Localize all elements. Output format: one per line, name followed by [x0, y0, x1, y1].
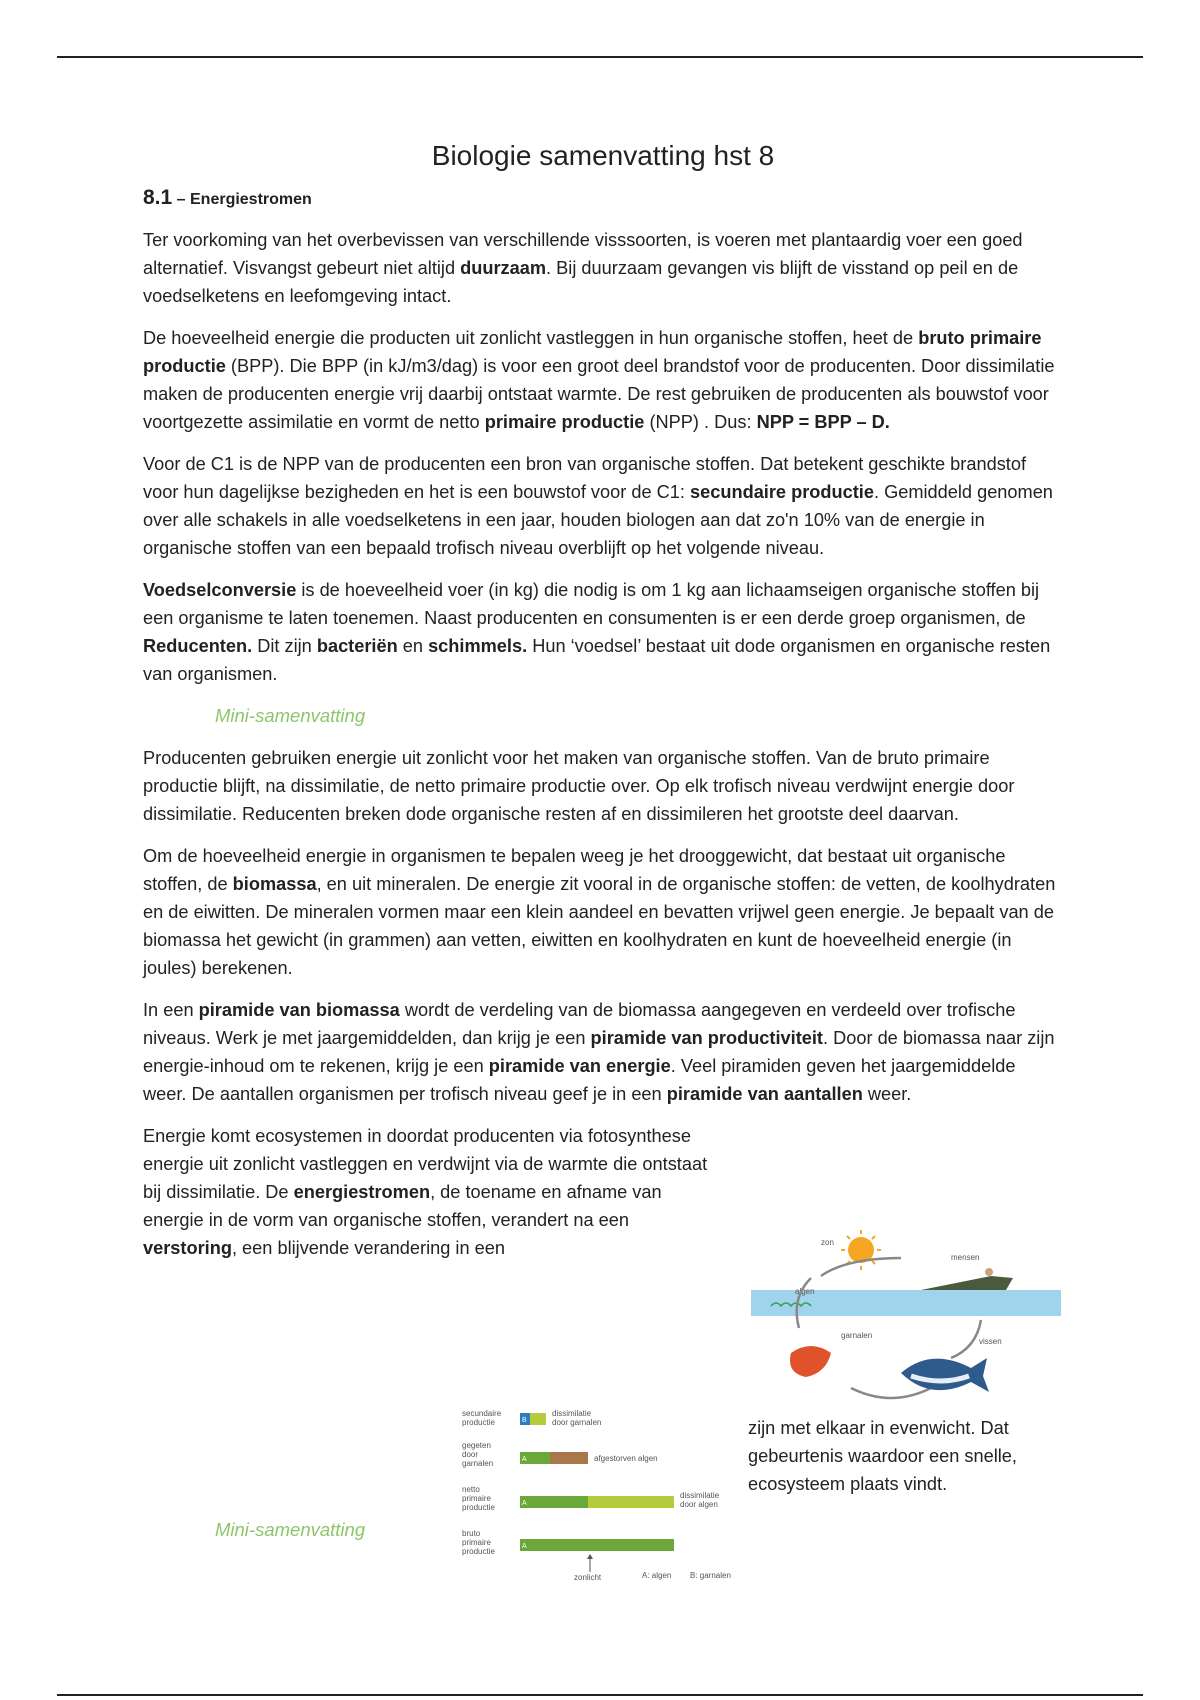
zonlicht-label: zonlicht [574, 1573, 602, 1580]
label-garnalen: garnalen [841, 1331, 873, 1340]
bar-label-2a: gegeten [462, 1441, 491, 1450]
bar-label-3a: netto [462, 1485, 480, 1494]
dissim-algen-2: door algen [680, 1500, 718, 1509]
label-algen: algen [795, 1287, 815, 1296]
bar-label-2b: door [462, 1450, 479, 1459]
paragraph-4: Voedselconversie is de hoeveelheid voer (in kg) die nodig is om 1 kg aan lichaamseigen organische stoffen bij een organisme te laten toenemen. Naast producenten en consumenten is er een derde groep organismen, de Reducenten. Dit zijn bacteriën en schimmels. Hun ‘voedsel’ bestaat uit dode organismen en organische resten van organismen. [143, 580, 1051, 684]
bar-4-tag: A [522, 1543, 527, 1550]
label-mensen: mensen [951, 1253, 980, 1262]
bar-label-3b: primaire [462, 1494, 491, 1503]
section-heading [143, 186, 1063, 210]
bar-label-1a: secundaire [462, 1409, 502, 1418]
page-title: Biologie samenvatting hst 8 [431, 140, 775, 171]
energy-bar-diagram [462, 1404, 752, 1580]
mini-summary-heading: Mini-samenvatting [215, 705, 366, 726]
section-number: 8.1 [143, 186, 173, 209]
bar-2-tag: A [522, 1456, 527, 1463]
paragraph-7: In een piramide van biomassa wordt de verdeling van de biomassa aangegeven en verdeeld over trofische niveaus. Werk je met jaargemiddelden, dan krijg je een piramide van productiviteit. Door de biomassa naar zijn energie-inhoud om te rekenen, krijg je een piramide van energie. Veel piramiden geven het jaargemiddelde weer. De aantallen organismen per trofisch niveau geef je in een piramide van aantallen weer. [143, 1000, 1055, 1104]
bar-label-1b: productie [462, 1418, 495, 1427]
bar-label-4c: productie [462, 1547, 495, 1556]
bar-4-green [520, 1539, 674, 1551]
bar-1-lime [530, 1413, 546, 1425]
boat-icon [921, 1276, 1013, 1290]
legend-b: B: garnalen [690, 1571, 731, 1580]
top-rule [57, 56, 1143, 58]
bar-3-lime [588, 1496, 674, 1508]
mini-summary-heading-2: Mini-samenvatting [215, 1519, 366, 1540]
bar-label-4a: bruto [462, 1529, 481, 1538]
label-zon: zon [821, 1238, 834, 1247]
paragraph-2: De hoeveelheid energie die producten uit zonlicht vastleggen in hun organische stoffen, heet de bruto primaire productie (BPP). Die BPP (in kJ/m3/dag) is voor een groot deel brandstof voor de producenten. Door dissimilatie maken de producenten energie vrij daarbij ontstaat warmte. De rest gebruiken de producenten als bouwstof voor voortgezette assimilatie en vormt de netto primaire productie (NPP) . Dus: NPP = BPP – D. [143, 328, 1055, 432]
arrow-4 [851, 1388, 931, 1398]
bar-label-3c: productie [462, 1503, 495, 1512]
document-body [143, 140, 1063, 1326]
paragraph-6: Om de hoeveelheid energie in organismen te bepalen weeg je het drooggewicht, dat bestaat uit organische stoffen, de biomassa, en uit mineralen. De energie zit vooral in de organische stoffen: de vetten, de koolhydraten en de eiwitten. De mineralen vormen maar een klein aandeel en bevatten vrijwel geen energie. Je bepaalt van de biomassa het gewicht (in grammen) aan vetten, eiwitten en koolhydraten en kunt de hoeveelheid energie (in joules) berekenen. [143, 846, 1056, 978]
shrimp-icon [790, 1346, 831, 1377]
paragraph-8: Energie komt ecosystemen in doordat producenten via fotosynthese energie uit zonlicht vastleggen en verdwijnt via de warmte die ontstaat bij dissimilatie. De energiestromen, de toename en afname van energie in de vorm van organische stoffen, verandert na een verstoring, een blijvende verandering in een [143, 1126, 708, 1258]
bar-label-4b: primaire [462, 1538, 491, 1547]
dissim-garnalen-1: dissimilatie [552, 1409, 592, 1418]
bar-2-brown [550, 1452, 588, 1464]
arrow-3 [951, 1320, 981, 1358]
afgestorven-label: afgestorven algen [594, 1454, 658, 1463]
bar-3-tag: A [522, 1500, 527, 1507]
paragraph-5: Producenten gebruiken energie uit zonlicht voor het maken van organische stoffen. Van de bruto primaire productie blijft, na dissimilatie, de netto primaire productie over. Op elk trofisch niveau verdwijnt energie door dissimilatie. Reducenten breken dode organische resten af en dissimileren het grootste deel daarvan. [143, 748, 1015, 824]
paragraph-3: Voor de C1 is de NPP van de producenten een bron van organische stoffen. Dat betekent geschikte brandstof voor hun dagelijkse bezigheden en het is een bouwstof voor de C1: secundaire productie. Gemiddeld genomen over alle schakels in alle voedselketens in een jaar, houden biologen aan dat zo'n 10% van de energie in organische stoffen van een bepaald trofisch niveau overblijft op het volgende niveau. [143, 454, 1053, 558]
paragraph-1: Ter voorkoming van het overbevissen van verschillende visssoorten, is voeren met plantaardig voer een goed alternatief. Visvangst gebeurt niet altijd duurzaam. Bij duurzaam gevangen vis blijft de visstand op peil en de voedselketens en leefomgeving intact. [143, 230, 1023, 306]
energy-cycle-illustration [751, 1228, 1061, 1408]
legend-a: A: algen [642, 1571, 672, 1580]
bar-label-2c: garnalen [462, 1459, 494, 1468]
bar-1-tag: B [522, 1417, 527, 1424]
bottom-rule [57, 1694, 1143, 1696]
person-icon [985, 1268, 993, 1276]
paragraph-8-right: zijn met elkaar in evenwicht. Dat gebeurtenis waardoor een snelle, ecosysteem plaats vindt. [748, 1418, 1017, 1494]
dissim-algen-1: dissimilatie [680, 1491, 720, 1500]
bar-3-green [520, 1496, 588, 1508]
section-label: – Energiestromen [172, 191, 312, 208]
label-vissen: vissen [979, 1337, 1002, 1346]
dissim-garnalen-2: door garnalen [552, 1418, 602, 1427]
